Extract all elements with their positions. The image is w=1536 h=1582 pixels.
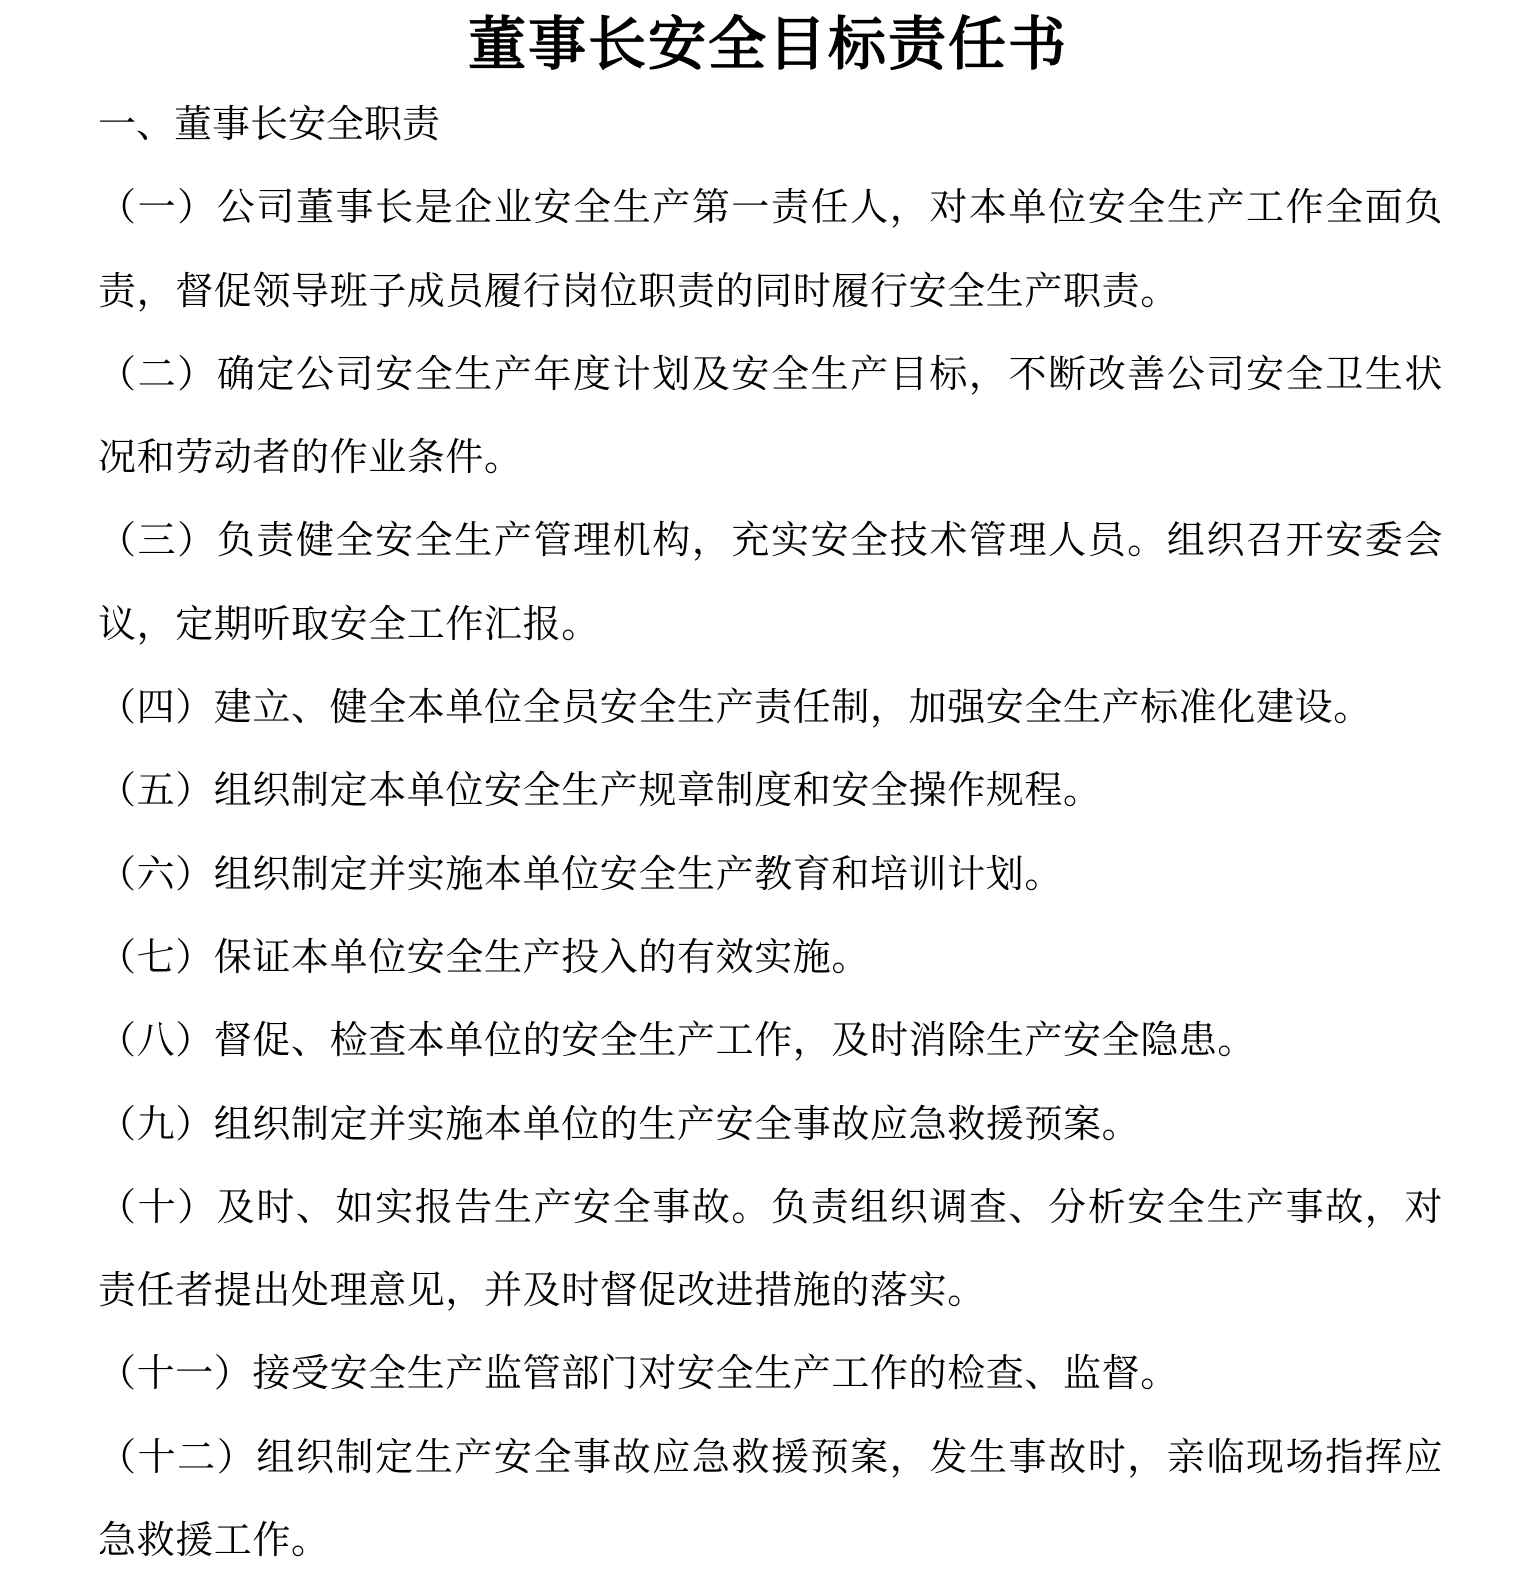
document-title: 董事长安全目标责任书	[467, 10, 1068, 78]
clause-10: （十）及时、如实报告生产安全事故。负责组织调查、分析安全生产事故，对责任者提出处理意见，并及时督促改进措施的落实。	[98, 1184, 1443, 1313]
clause-5: （五）组织制定本单位安全生产规章制度和安全操作规程。	[98, 768, 1102, 813]
clause-4: （四）建立、健全本单位全员安全生产责任制，加强安全生产标准化建设。	[98, 685, 1372, 730]
document-body	[98, 83, 1443, 1582]
clause-8: （八）督促、检查本单位的安全生产工作，及时消除生产安全隐患。	[98, 1018, 1257, 1063]
clause-3: （三）负责健全安全生产管理机构，充实安全技术管理人员。组织召开安委会议，定期听取安全工作汇报。	[98, 518, 1443, 646]
section-heading: 一、董事长安全职责	[98, 102, 441, 146]
clause-2: （二）确定公司安全生产年度计划及安全生产目标，不断改善公司安全卫生状况和劳动者的作业条件。	[98, 351, 1443, 480]
clause-9: （九）组织制定并实施本单位的生产安全事故应急救援预案。	[98, 1101, 1141, 1146]
clause-12: （十二）组织制定生产安全事故应急救援预案，发生事故时，亲临现场指挥应急救援工作。	[98, 1434, 1443, 1563]
clause-11: （十一）接受安全生产监管部门对安全生产工作的检查、监督。	[98, 1351, 1179, 1396]
clause-1: （一）公司董事长是企业安全生产第一责任人，对本单位安全生产工作全面负责，督促领导班子成员履行岗位职责的同时履行安全生产职责。	[98, 185, 1443, 313]
clause-7: （七）保证本单位安全生产投入的有效实施。	[98, 934, 871, 979]
clause-6: （六）组织制定并实施本单位安全生产教育和培训计划。	[98, 851, 1064, 896]
